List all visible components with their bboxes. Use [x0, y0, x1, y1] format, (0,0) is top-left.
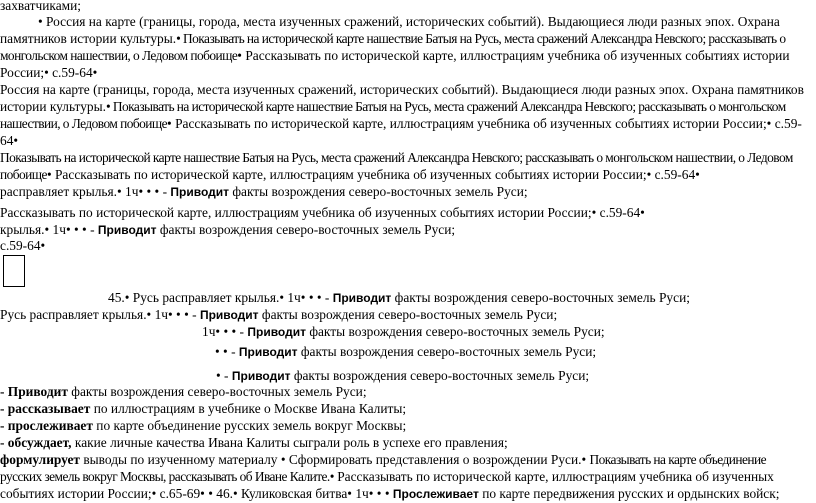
text-line-20: • - Приводит факты возрождения северо-восточных земель Руси; — [216, 368, 590, 383]
text-line-4: монгольском нашествии, о Ледовом побоище• Рассказывать по исторической карте, иллюстрациям учебника об изученных событиях истории — [0, 48, 790, 63]
text-line-27: событиях истории России;• с.65-69• • 46.• Куликовская битва• 1ч• • • Прослеживает по карте передвижения русских и ордынских войск; — [0, 486, 780, 501]
text-line-6: Россия на карте (границы, города, места изученных сражений, исторических событий). Выдающиеся люди разных эпох. Охрана памятников — [0, 82, 804, 97]
text-line-16: 45.• Русь расправляет крылья.• 1ч• • • - Приводит факты возрождения северо-восточных земель Руси; — [108, 290, 690, 305]
text-line-24: - обсуждает, какие личные качества Ивана Калиты сыграли роль в успехе его правления; — [0, 435, 508, 450]
text-line-14: крылья.• 1ч• • • - Приводит факты возрождения северо-восточных земель Руси; — [0, 222, 456, 237]
text-line-5: России;• с.59-64• — [0, 65, 98, 80]
text-line-25: формулирует выводы по изученному материалу • Сформировать представления о возрождении Руси.• Показывать на карте объединение — [0, 452, 767, 467]
text-line-21: - Приводит факты возрождения северо-восточных земель Руси; — [0, 384, 367, 399]
text-line-2: • Россия на карте (границы, города, места изученных сражений, исторических событий). Выдающиеся люди разных эпох. Охрана — [38, 14, 780, 29]
text-line-1: захватчиками; — [0, 0, 82, 13]
text-line-23: - прослеживает по карте объединение русских земель вокруг Москвы; — [0, 418, 407, 433]
text-line-11: побоище• Рассказывать по исторической карте, иллюстрациям учебника об изученных событиях истории России;• с.59-64• — [0, 167, 700, 182]
text-line-7: истории культуры.• Показывать на исторической карте нашествие Батыя на Русь, места сражений Александра Невского; рассказывать о монгольском — [0, 99, 786, 114]
text-line-19: • • - Приводит факты возрождения северо-восточных земель Руси; — [215, 344, 597, 359]
text-line-22: - рассказывает по иллюстрациям в учебнике о Москве Ивана Калиты; — [0, 401, 407, 416]
text-line-9: 64• — [0, 133, 19, 148]
text-line-8: нашествии, о Ледовом побоище• Рассказывать по исторической карте, иллюстрациям учебника об изученных событиях истории России;• с.59- — [0, 116, 802, 131]
text-line-12: расправляет крылья.• 1ч• • • - Приводит факты возрождения северо-восточных земель Руси; — [0, 184, 528, 199]
text-line-15: с.59-64• — [0, 238, 46, 253]
text-line-13: Рассказывать по исторической карте, иллюстрациям учебника об изученных событиях истории России;• с.59-64• — [0, 205, 645, 220]
text-line-10: Показывать на исторической карте нашествие Батыя на Русь, места сражений Александра Невского; рассказывать о монгольском нашествии, о Ледовом — [0, 150, 793, 165]
text-line-26: русских земель вокруг Москвы, рассказывать об Иване Калите.• Рассказывать по исторической карте, иллюстрациям учебника об изученных — [0, 469, 774, 484]
text-line-3: памятников истории культуры.• Показывать на исторической карте нашествие Батыя на Русь, места сражений Александра Невского; рассказывать о — [0, 31, 786, 46]
text-line-18: 1ч• • • - Приводит факты возрождения северо-восточных земель Руси; — [202, 324, 605, 339]
text-line-17: Русь расправляет крылья.• 1ч• • • - Приводит факты возрождения северо-восточных земель Руси; — [0, 307, 558, 322]
empty-table-cell — [3, 255, 25, 287]
